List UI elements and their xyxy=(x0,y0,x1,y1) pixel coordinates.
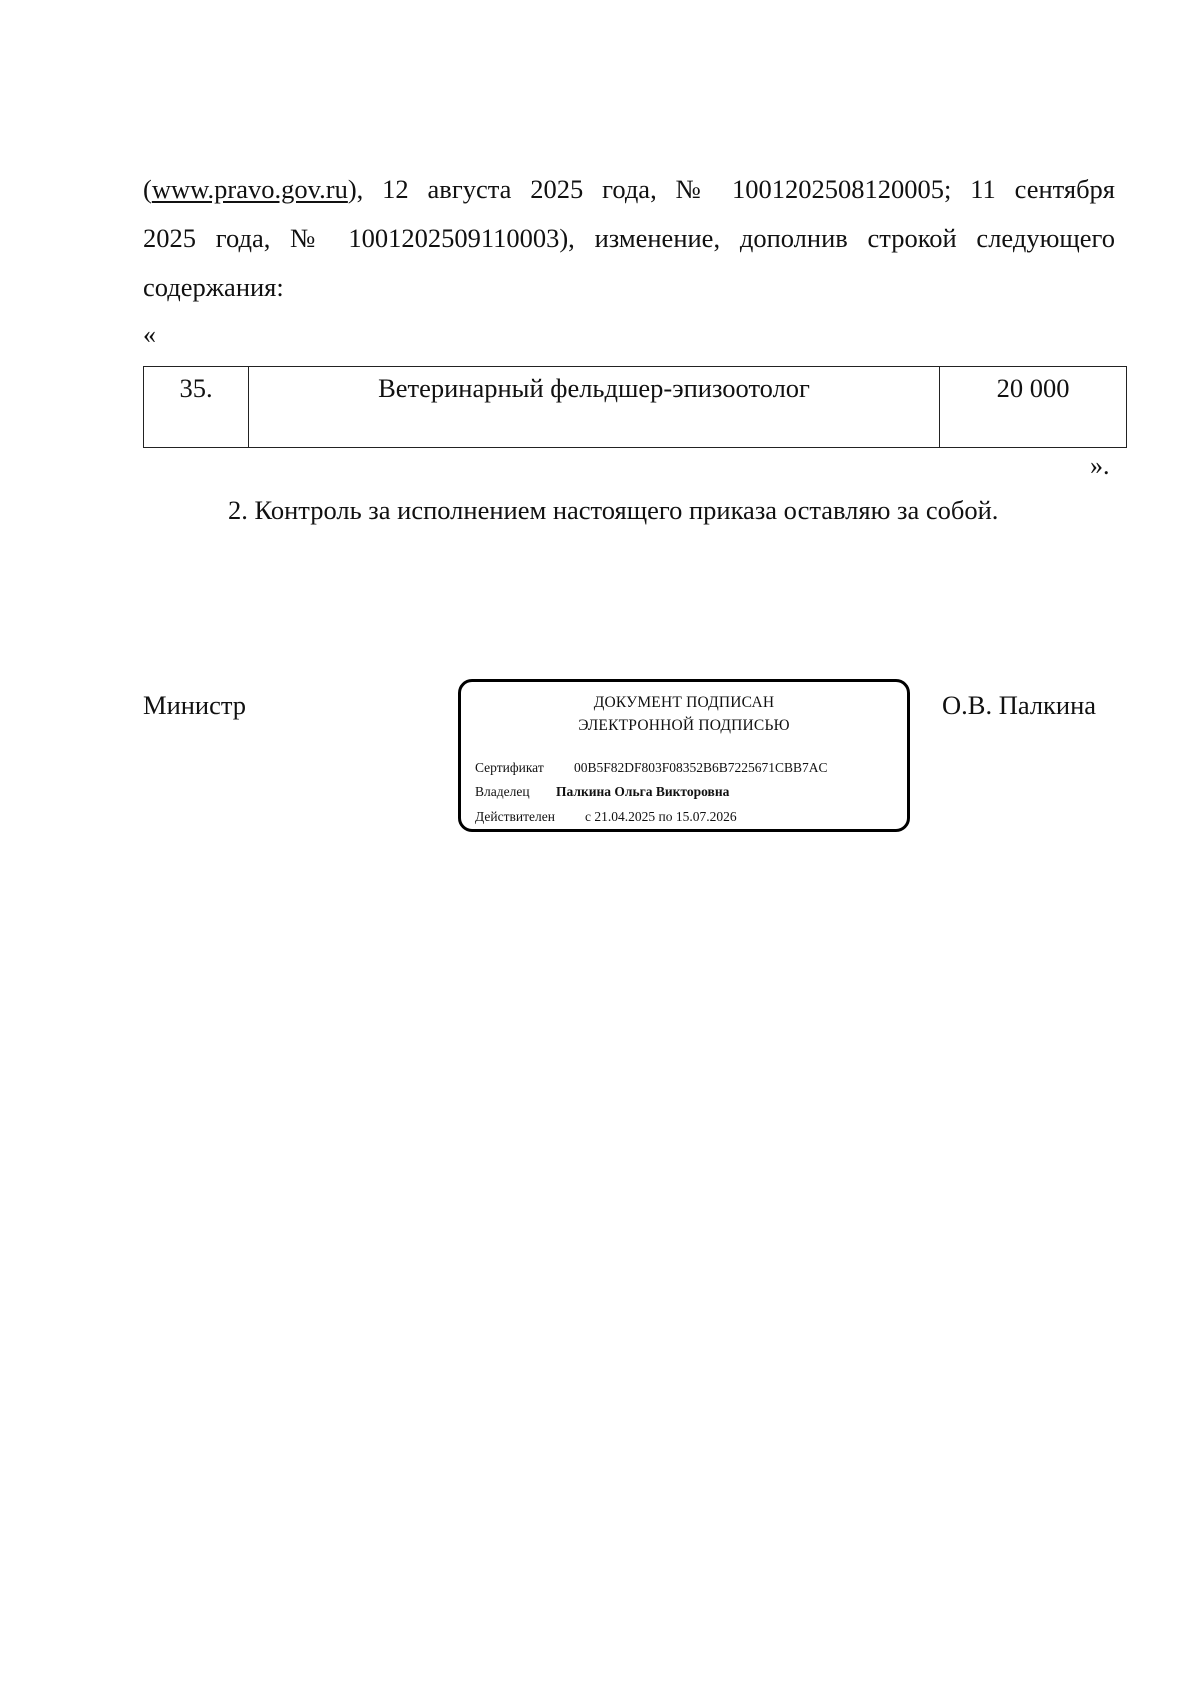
stamp-valid-row xyxy=(475,809,737,825)
intro-line-2: 2025 года, № 1001202509110003), изменение, дополнив строкой следующего xyxy=(143,223,1115,253)
opening-quote: « xyxy=(143,320,156,349)
inserted-table xyxy=(143,366,1127,448)
stamp-certificate-row xyxy=(475,760,828,776)
electronic-signature-stamp xyxy=(458,679,910,832)
closing-quote: ». xyxy=(1090,451,1110,480)
item-2-text: 2. Контроль за исполнением настоящего приказа оставляю за собой. xyxy=(228,495,999,525)
signer-role: Министр xyxy=(143,690,247,720)
intro-line-3: содержания: xyxy=(143,272,284,302)
owner-value: Палкина Ольга Викторовна xyxy=(556,784,730,799)
pravo-link[interactable]: www.pravo.gov.ru xyxy=(151,174,348,204)
intro-line-1 xyxy=(143,165,1115,214)
signer-name: О.В. Палкина xyxy=(942,690,1097,720)
table-row xyxy=(144,367,1127,448)
row-amount: 20 000 xyxy=(940,367,1127,448)
certificate-label: Сертификат xyxy=(475,760,544,775)
intro-line-1-rest: ), 12 августа 2025 года, № 1001202508120005; 11 сентября xyxy=(347,174,1115,204)
owner-label: Владелец xyxy=(475,784,530,799)
intro-paragraph xyxy=(143,165,1115,312)
valid-value: с 21.04.2025 по 15.07.2026 xyxy=(585,809,737,824)
row-position: Ветеринарный фельдшер-эпизоотолог xyxy=(249,367,940,448)
certificate-value: 00B5F82DF803F08352B6B7225671CBB7AC xyxy=(574,760,828,775)
row-number: 35. xyxy=(144,367,249,448)
stamp-title-line-2: ЭЛЕКТРОННОЙ ПОДПИСЬЮ xyxy=(578,717,790,734)
open-paren: ( xyxy=(143,174,152,204)
stamp-title-line-1: ДОКУМЕНТ ПОДПИСАН xyxy=(593,694,775,711)
valid-label: Действителен xyxy=(475,809,555,824)
stamp-owner-row xyxy=(475,784,729,800)
